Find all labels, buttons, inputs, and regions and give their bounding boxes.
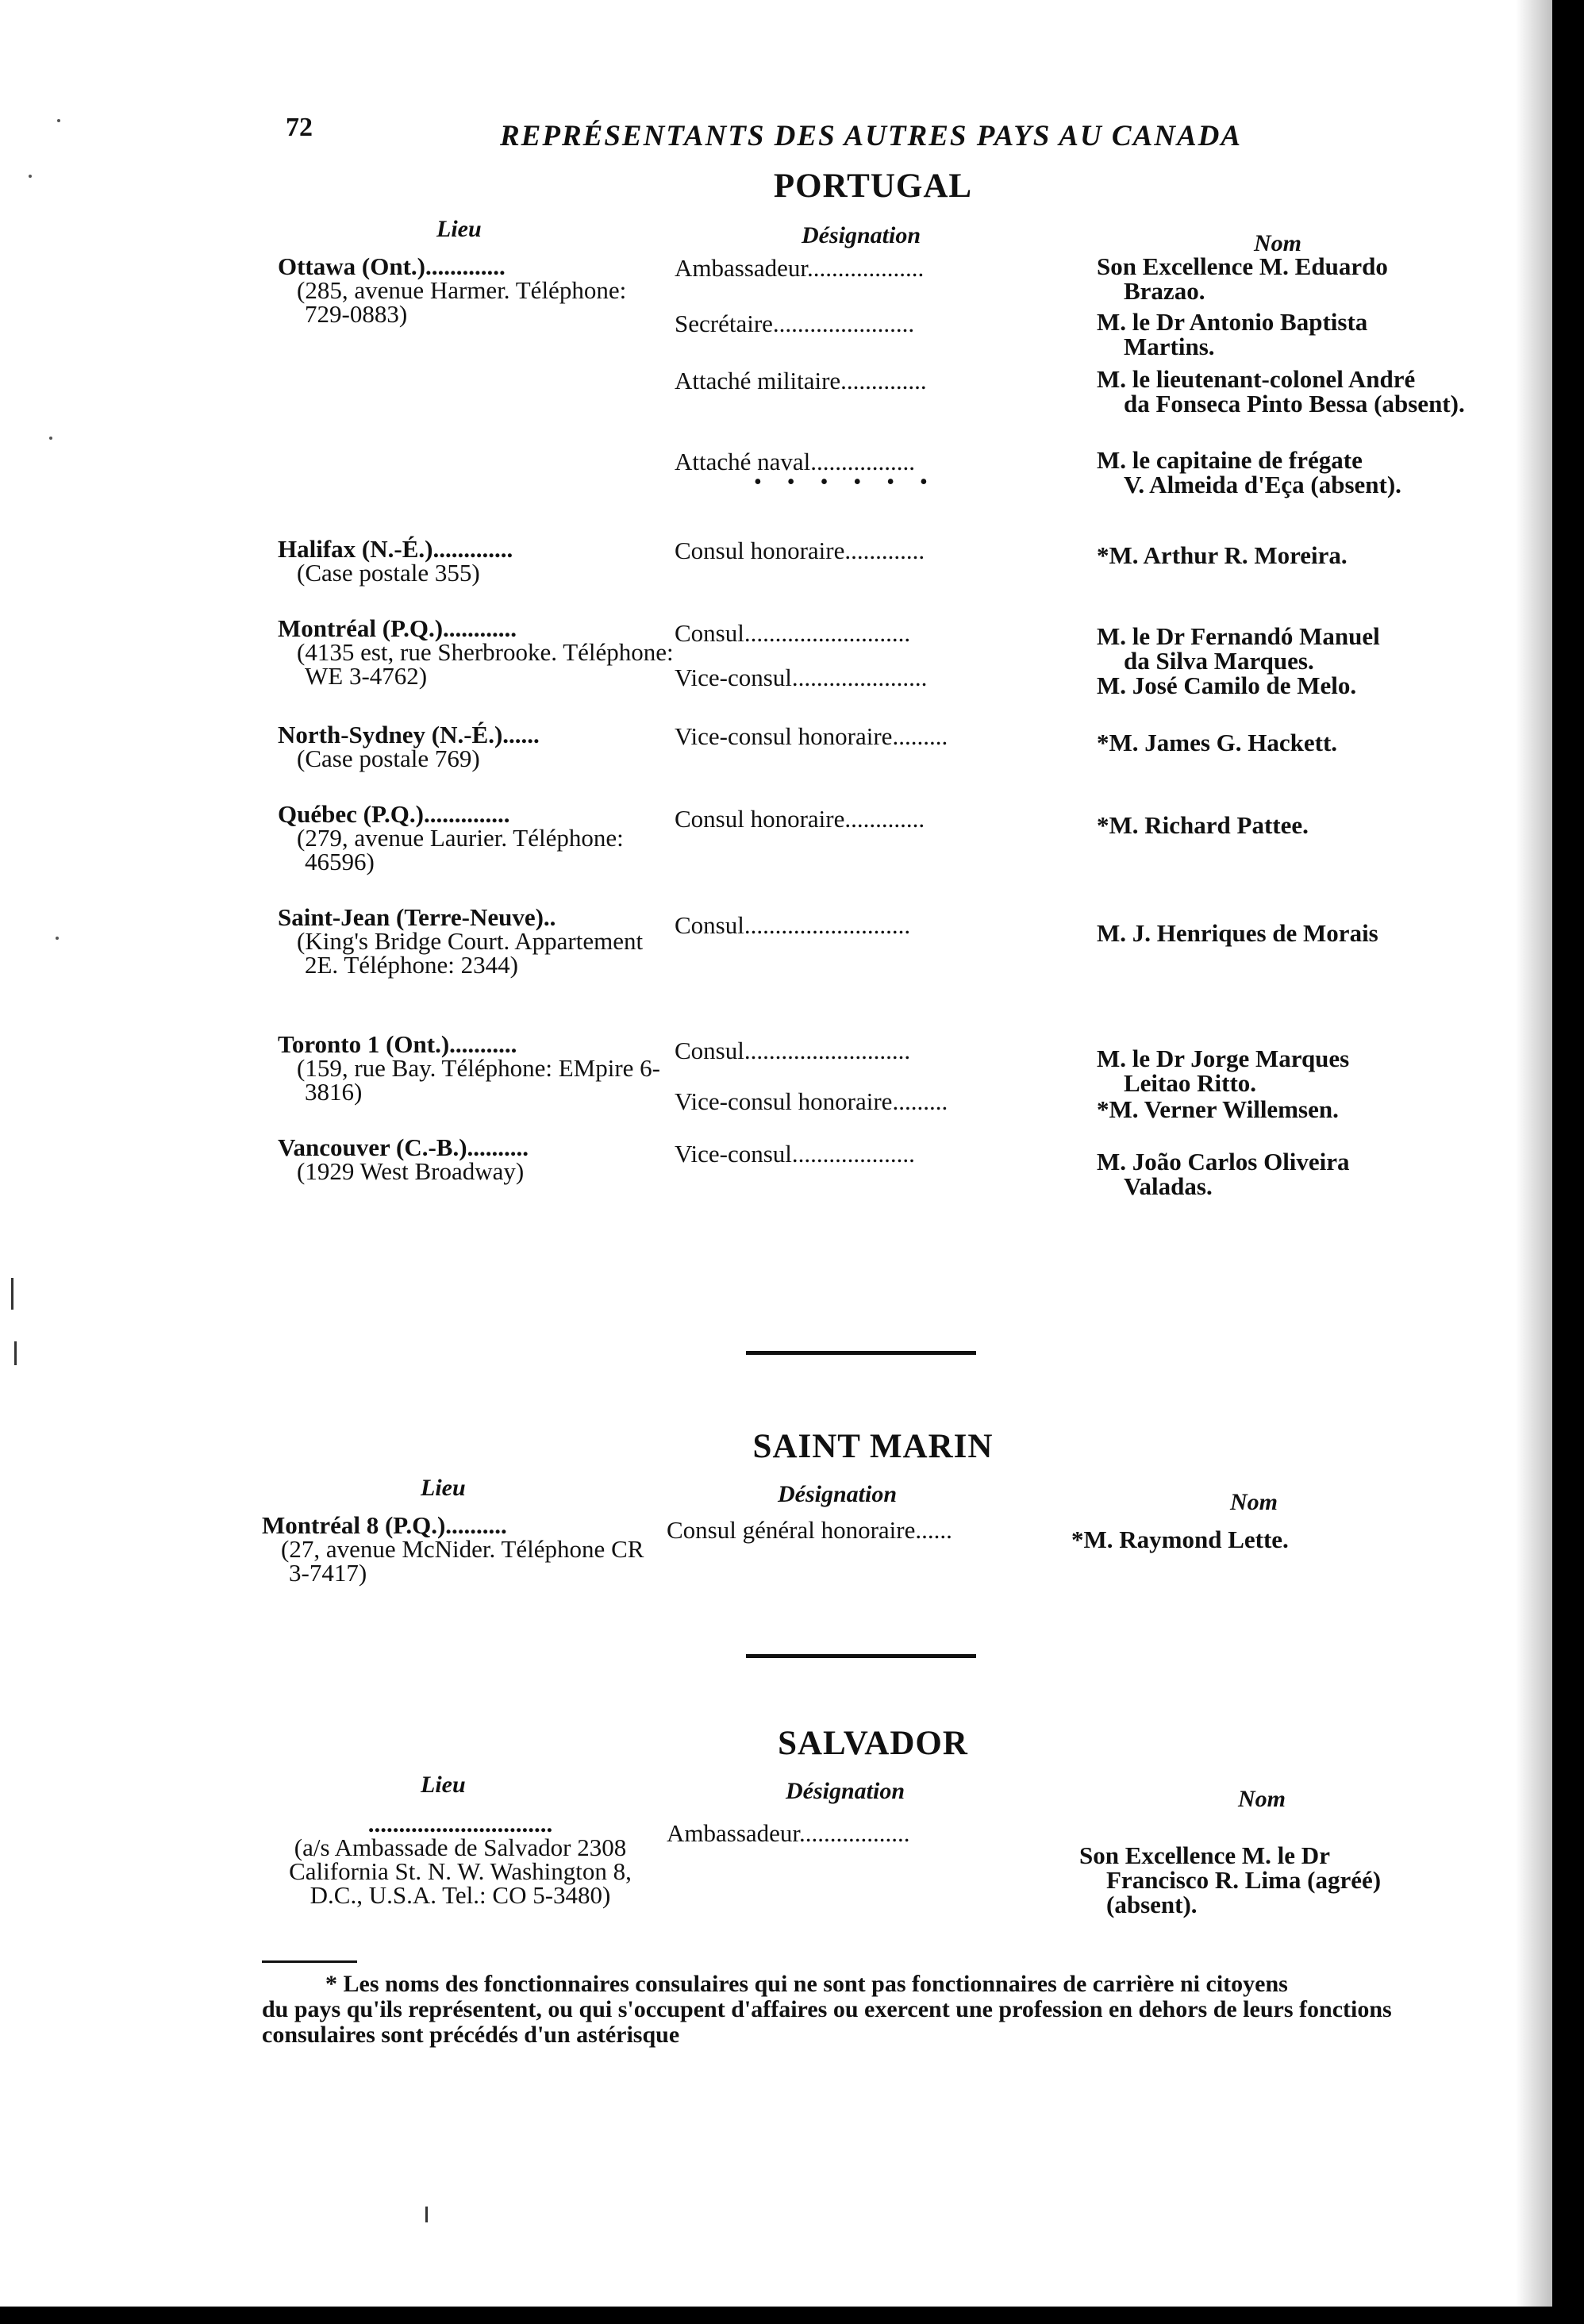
footnote-first-line: * Les noms des fonctionnaires consulaires qui ne sont pas fonctionnaires de carrière ni citoyens <box>325 1971 1288 1997</box>
person-name-cont: V. Almeida d'Eça (absent). <box>1124 471 1401 498</box>
person-name <box>1097 921 1486 945</box>
separator-dots: •••••• <box>754 470 953 494</box>
place-name: Vancouver (C.-B.).......... <box>278 1133 529 1161</box>
place-address: (Case postale 769) <box>297 745 480 772</box>
place-address: (4135 est, rue Sherbrooke. Téléphone: WE 3-4762) <box>297 638 674 690</box>
running-head <box>262 113 1484 160</box>
place-name: Montréal 8 (P.Q.).......... <box>262 1511 507 1539</box>
designation: Attaché militaire.............. <box>675 367 927 394</box>
place-cell <box>262 1513 659 1585</box>
designation: Vice-consul.................... <box>675 1140 915 1168</box>
column-header-lieu: Lieu <box>421 1772 466 1798</box>
scan-mark <box>425 2207 428 2222</box>
designation: Vice-consul honoraire......... <box>675 1087 948 1115</box>
country-title: SAINT MARIN <box>752 1428 994 1465</box>
scan-edge-bottom <box>0 2307 1584 2324</box>
scan-mark <box>14 1341 17 1365</box>
person-name-line: M. le Dr Jorge Marques <box>1097 1045 1350 1072</box>
person-name-line: M. le Dr Fernandó Manuel <box>1097 622 1380 650</box>
designation: Vice-consul...................... <box>675 664 928 691</box>
scan-speck <box>56 937 59 940</box>
person-name-cont: Martins. <box>1124 333 1215 360</box>
designation: Attaché naval................. <box>675 448 916 475</box>
person-name-line: *M. James G. Hackett. <box>1097 729 1338 756</box>
place-name: Québec (P.Q.).............. <box>278 800 510 828</box>
place-cell <box>278 616 675 688</box>
person-name-line: *M. Verner Willemsen. <box>1097 1095 1339 1123</box>
person-name-cont: Leitao Ritto. <box>1124 1069 1257 1097</box>
person-name-line: Son Excellence M. le Dr <box>1079 1841 1330 1869</box>
column-header-lieu: Lieu <box>421 1475 466 1501</box>
person-name-line: M. J. Henriques de Morais <box>1097 919 1378 947</box>
person-name <box>1071 1527 1460 1552</box>
person-name-line: *M. Raymond Lette. <box>1071 1526 1289 1553</box>
column-header-nom: Nom <box>1230 1489 1278 1515</box>
place-cell <box>278 537 675 585</box>
place-name: Montréal (P.Q.)............ <box>278 614 517 642</box>
designation: Vice-consul honoraire......... <box>675 722 948 750</box>
country-title: PORTUGAL <box>773 167 973 205</box>
person-name <box>1097 1046 1486 1095</box>
designation: Consul honoraire............. <box>675 805 925 833</box>
place-cell <box>278 802 675 874</box>
place-address: (Case postale 355) <box>297 559 480 587</box>
place-address: (285, avenue Harmer. Téléphone: 729-0883) <box>297 276 627 328</box>
place-cell <box>278 1032 675 1104</box>
scan-edge-right <box>1552 0 1584 2324</box>
person-name-line: *M. Richard Pattee. <box>1097 811 1309 839</box>
person-name-line: M. le lieutenant-colonel André <box>1097 365 1416 393</box>
place-cell <box>262 1811 659 1907</box>
designation: Consul général honoraire...... <box>667 1516 952 1544</box>
person-name-line: M. le Dr Antonio Baptista <box>1097 308 1368 336</box>
place-name: North-Sydney (N.-É.)...... <box>278 721 540 748</box>
footnote <box>262 1972 1484 2048</box>
person-name <box>1079 1843 1468 1917</box>
section-separator <box>262 470 1484 502</box>
scan-speck <box>57 119 60 122</box>
place-cell <box>278 905 675 977</box>
place-cell <box>278 254 675 326</box>
designation: Secrétaire....................... <box>675 310 915 337</box>
column-header-nom: Nom <box>1238 1786 1286 1812</box>
person-name-cont: Valadas. <box>1124 1172 1213 1200</box>
place-address: (King's Bridge Court. Appartement 2E. Téléphone: 2344) <box>297 927 644 979</box>
designation: Ambassadeur.................. <box>667 1819 910 1847</box>
designation: Ambassadeur................... <box>675 254 925 282</box>
place-address: (279, avenue Laurier. Téléphone: 46596) <box>297 824 624 875</box>
designation: Consul........................... <box>675 911 911 939</box>
place-address: (a/s Ambassade de Salvador 2308 California St. N. W. Washington 8, D.C., U.S.A. Tel.: CO 5-3480) <box>289 1833 632 1909</box>
section-rule <box>746 1654 976 1658</box>
country-title: SALVADOR <box>778 1725 968 1762</box>
column-header-nom: Nom <box>1254 230 1301 256</box>
scan-fold-shadow <box>1516 0 1552 2324</box>
scan-speck <box>49 437 52 440</box>
designation: Consul........................... <box>675 1037 911 1064</box>
person-name-line: *M. Arthur R. Moreira. <box>1097 541 1348 569</box>
running-title: REPRÉSENTANTS DES AUTRES PAYS AU CANADA <box>500 120 1243 152</box>
person-name-cont: da Fonseca Pinto Bessa (absent). <box>1124 390 1465 417</box>
person-name-line: Son Excellence M. Eduardo <box>1097 252 1388 280</box>
person-name <box>1097 813 1486 837</box>
place-name: Saint-Jean (Terre-Neuve).. <box>278 903 556 931</box>
column-header-designation: Désignation <box>778 1481 898 1507</box>
scan-mark <box>11 1278 13 1310</box>
person-name <box>1097 1149 1486 1199</box>
person-name <box>1097 730 1486 755</box>
place-address: (27, avenue McNider. Téléphone CR 3-7417) <box>281 1535 644 1587</box>
page-number: 72 <box>286 113 313 142</box>
person-name-line: M. José Camilo de Melo. <box>1097 671 1357 699</box>
place-address: (1929 West Broadway) <box>297 1157 525 1185</box>
column-header-designation: Désignation <box>802 222 921 248</box>
place-name: Ottawa (Ont.)............. <box>278 252 506 280</box>
designation: Consul honoraire............. <box>675 537 925 564</box>
person-name-line: M. João Carlos Oliveira <box>1097 1148 1350 1175</box>
section-rule <box>746 1351 976 1355</box>
column-header-designation: Désignation <box>786 1778 905 1804</box>
place-cell <box>278 722 675 771</box>
footnote-rest: du pays qu'ils représentent, ou qui s'occupent d'affaires ou exercent une profession en dehors de leurs fonctions consulaires sont précédés d'un astérisque <box>262 1996 1392 2048</box>
person-name <box>1097 254 1486 303</box>
person-name-cont: Francisco R. Lima (agréé) (absent). <box>1106 1866 1382 1918</box>
person-name <box>1097 1097 1486 1122</box>
person-name-cont: Brazao. <box>1124 277 1205 305</box>
designation: Consul........................... <box>675 619 911 647</box>
place-name: Toronto 1 (Ont.)........... <box>278 1030 517 1058</box>
place-address: (159, rue Bay. Téléphone: EMpire 6-3816) <box>297 1054 660 1106</box>
column-header-lieu: Lieu <box>436 216 482 242</box>
place-name: .............................. <box>367 1810 553 1837</box>
person-name <box>1097 673 1486 698</box>
place-name: Halifax (N.-É.)............. <box>278 535 513 563</box>
person-name <box>1097 543 1486 568</box>
person-name <box>1097 310 1486 359</box>
footnote-rule <box>262 1960 357 1963</box>
scan-speck <box>29 175 32 178</box>
place-cell <box>278 1135 675 1183</box>
person-name-line: M. le capitaine de frégate <box>1097 446 1363 474</box>
person-name <box>1097 624 1486 673</box>
person-name <box>1097 367 1486 416</box>
person-name-cont: da Silva Marques. <box>1124 647 1314 675</box>
